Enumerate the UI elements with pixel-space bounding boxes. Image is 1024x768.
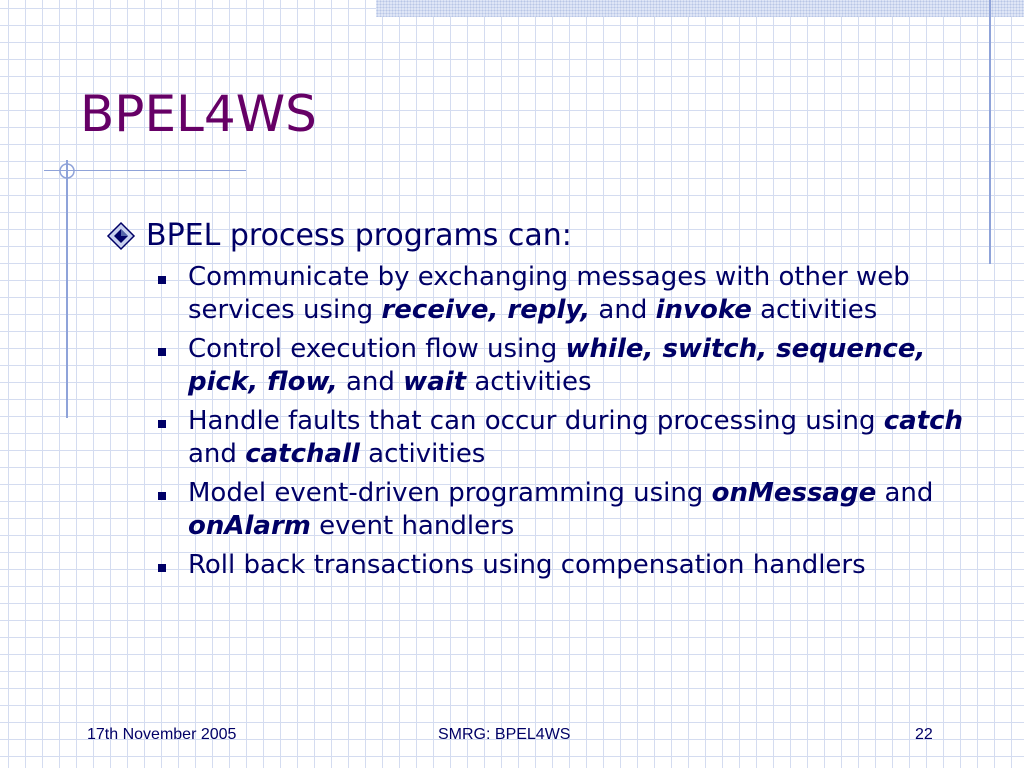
main-bullet-text: BPEL process programs can: <box>146 218 572 253</box>
crosshair-icon <box>57 161 77 181</box>
sub-bullet-2-keyword-2: wait <box>403 367 467 397</box>
square-bullet-icon <box>158 276 166 284</box>
sub-bullet-4-text: Model event-driven programming using <box>188 478 712 508</box>
sub-bullet-5-text: Roll back transactions using compensation handlers <box>188 550 866 580</box>
main-bullet <box>106 214 572 258</box>
left-accent-line <box>66 160 68 418</box>
sub-bullet-2-keyword-1: while, switch, sequence, pick, flow, <box>188 334 926 397</box>
sub-bullet-5 <box>156 549 986 582</box>
sub-bullet-3-text: Handle faults that can occur during processing using <box>188 406 884 436</box>
sub-bullet-2 <box>156 333 986 399</box>
sub-bullet-1-text: Communicate by exchanging messages with other web services using <box>188 262 910 325</box>
sub-bullet-3-conjunction: and <box>188 439 246 469</box>
sub-bullet-4-ending: event handlers <box>310 511 515 541</box>
sub-bullet-4-keyword-2: onAlarm <box>188 511 311 541</box>
footer-presentation-title: SMRG: BPEL4WS <box>438 726 571 743</box>
sub-bullet-1-ending: activities <box>751 295 878 325</box>
sub-bullet-3 <box>156 405 986 471</box>
footer-page-number: 22 <box>915 726 933 743</box>
sub-bullet-2-ending: activities <box>466 367 592 397</box>
sub-bullet-list <box>156 261 986 588</box>
sub-bullet-3-keyword-1: catch <box>883 406 964 436</box>
square-bullet-icon <box>158 420 166 428</box>
sub-bullet-1 <box>156 261 986 327</box>
square-bullet-icon <box>158 348 166 356</box>
sub-bullet-2-text: Control execution flow using <box>188 334 566 364</box>
slide-title: BPEL4WS <box>80 85 317 143</box>
footer-date: 17th November 2005 <box>87 726 237 743</box>
sub-bullet-3-keyword-2: catchall <box>245 439 360 469</box>
diamond-bullet-icon <box>106 221 136 251</box>
sub-bullet-1-keyword-1: receive, reply, <box>381 295 591 325</box>
right-accent-line <box>989 0 991 264</box>
square-bullet-icon <box>158 564 166 572</box>
sub-bullet-1-conjunction: and <box>590 295 656 325</box>
sub-bullet-4 <box>156 477 986 543</box>
sub-bullet-2-conjunction: and <box>337 367 404 397</box>
sub-bullet-4-conjunction: and <box>876 478 934 508</box>
sub-bullet-3-ending: activities <box>359 439 486 469</box>
sub-bullet-4-keyword-1: onMessage <box>711 478 877 508</box>
top-dotted-band <box>376 0 1024 17</box>
sub-bullet-1-keyword-2: invoke <box>655 295 752 325</box>
square-bullet-icon <box>158 492 166 500</box>
